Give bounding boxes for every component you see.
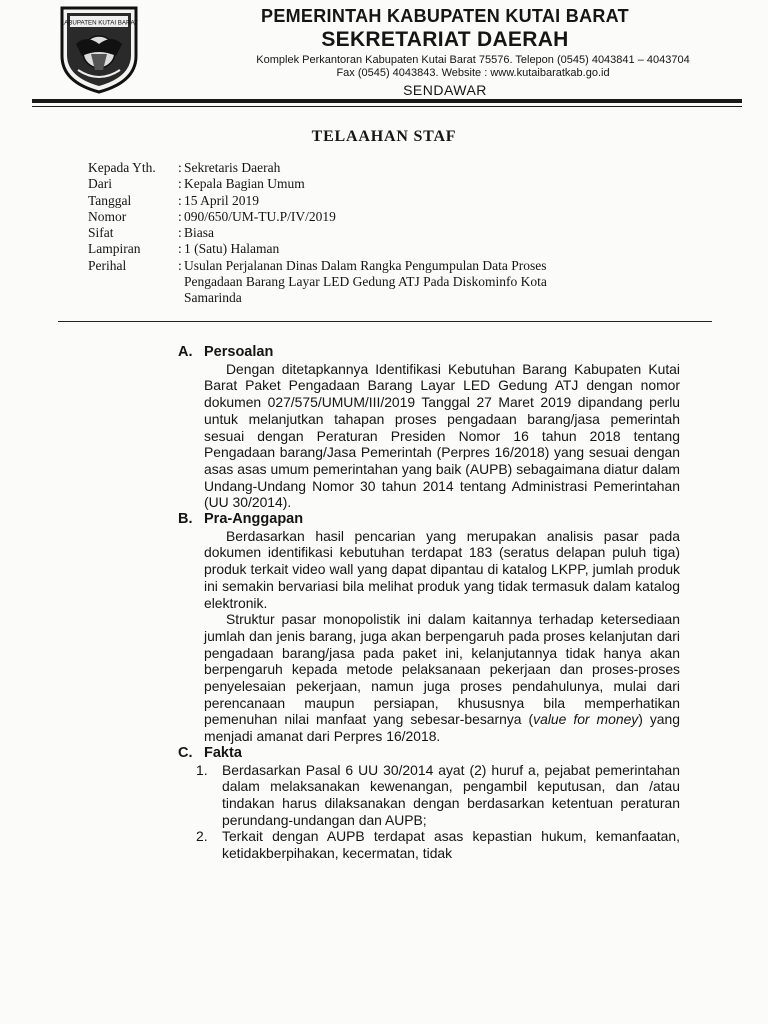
meta-key: Kepada Yth.	[88, 160, 156, 175]
letterhead-address	[208, 54, 738, 80]
meta-row: Sifat : Biasa	[88, 225, 624, 241]
meta-key: Dari	[88, 176, 112, 192]
meta-value: 1 (Satu) Halaman	[184, 241, 280, 257]
meta-key: Perihal	[88, 257, 127, 273]
meta-key: Nomor	[88, 208, 127, 224]
meta-row: Nomor : 090/650/UM-TU.P/IV/2019	[88, 209, 624, 225]
meta-row: Kepada Yth. : Sekretaris Daerah	[88, 160, 624, 176]
perihal-continuation: Pengadaan Barang Layar LED Gedung ATJ Pada Diskominfo Kota	[184, 274, 547, 290]
list-item: 2. Terkait dengan AUPB terdapat asas kepastian hukum, kemanfaatan, ketidakberpihakan, kecermatan, tidak	[196, 828, 680, 862]
memo-body	[178, 344, 680, 862]
letterhead	[150, 6, 740, 98]
header-divider	[58, 321, 712, 322]
letterhead-office: SEKRETARIAT DAERAH	[321, 28, 569, 51]
section-heading-a: A. Persoalan	[178, 344, 274, 360]
meta-key: Lampiran	[88, 241, 141, 257]
meta-value: 090/650/UM-TU.P/IV/2019	[184, 208, 336, 224]
kabupaten-kutai-barat-emblem-icon	[58, 4, 140, 94]
meta-key: Sifat	[88, 225, 114, 241]
meta-value: Usulan Perjalanan Dinas Dalam Rangka Pengumpulan Data Proses	[184, 257, 547, 273]
section-heading-b: B. Pra-Anggapan	[178, 511, 304, 528]
address-line-1: Komplek Perkantoran Kabupaten Kutai Barat 75576. Telepon (0545) 4043841 – 4043704	[256, 54, 690, 66]
meta-value: Biasa	[184, 225, 214, 241]
document-title: TELAAHAN STAF	[311, 128, 457, 145]
meta-row: Dari : Kepala Bagian Umum	[88, 176, 624, 192]
italic-phrase: value for money	[533, 711, 639, 728]
letterhead-rule-thin	[32, 106, 742, 107]
meta-row: Tanggal : 15 April 2019	[88, 193, 624, 209]
meta-row: Perihal : Usulan Perjalanan Dinas Dalam Rangka Pengumpulan Data Proses	[88, 258, 624, 274]
letterhead-city: SENDAWAR	[403, 82, 487, 98]
meta-key: Tanggal	[88, 192, 132, 208]
meta-value: 15 April 2019	[184, 192, 260, 208]
meta-value: Kepala Bagian Umum	[184, 176, 305, 192]
meta-value: Sekretaris Daerah	[184, 160, 281, 175]
meta-row: Lampiran : 1 (Satu) Halaman	[88, 241, 624, 257]
memo-header	[88, 160, 624, 307]
paragraph: Berdasarkan hasil pencarian yang merupakan analisis pasar pada dokumen identifikasi kebutuhan terdapat 183 (seratus delapan puluh tiga) produk terkait video wall yang dapat dipantau di katalog LKPP, jumlah produk ini semakin bervariasi bila melihat produk yang tidak termasuk dalam katalog elektronik.	[204, 527, 680, 611]
paragraph: Struktur pasar monopolistik ini dalam kaitannya terhadap ketersediaan jumlah dan jenis barang, juga akan berpengaruh pada proses kelanjutan dari pengadaan barang/jasa pada paket ini, kelanjutannya tidak hanya akan berpengaruh kepada metode pelaksanaan pekerjaan dan proses-proses penyelesaian pekerjaan, namun juga proses pendahulunya, mulai dari perencanaan maupun persiapan, khususnya bila memperhatikan pemenuhan nilai manfaat yang sebesar-besarnya (value for money) yang menjadi amanat dari Perpres 16/2018.	[204, 611, 680, 745]
section-heading-c: C. Fakta	[178, 744, 242, 761]
letterhead-rule-thick	[32, 99, 742, 103]
letterhead-government: PEMERINTAH KABUPATEN KUTAI BARAT	[261, 6, 629, 26]
list-item: 1. Berdasarkan Pasal 6 UU 30/2014 ayat (2) huruf a, pejabat pemerintahan dalam melaksanakan kewenangan, pengambil keputusan, dan /atau tindakan harus dilaksanakan dengan berdasarkan ketentuan peraturan perundang-undangan dan AUPB;	[196, 761, 680, 828]
facts-list	[196, 762, 680, 862]
perihal-continuation: Samarinda	[184, 290, 242, 306]
emblem-text: KABUPATEN KUTAI BARAT	[60, 19, 138, 27]
address-line-2: Fax (0545) 4043843. Website : www.kutaibaratkab.go.id	[336, 67, 610, 79]
paragraph: Dengan ditetapkannya Identifikasi Kebutuhan Barang Kabupaten Kutai Barat Paket Pengadaan Barang Layar LED Gedung ATJ dengan nomor dokumen 027/575/UMUM/III/2019 Tanggal 27 Maret 2019 dipandang perlu untuk melanjutkan tahapan proses pengadaan barang/jasa pemerintah sesuai dengan Peraturan Presiden Nomor 16 tahun 2018 tentang Pengadaan barang/Jasa Pemerintah (Perpres 16/2018) yang sesuai dengan asas asas umum pemerintahan yang baik (AUPB) sebagaimana diatur dalam Undang-Undang Nomor 30 tahun 2014 tentang Administrasi Pemerintahan (UU 30/2014).	[204, 360, 680, 511]
